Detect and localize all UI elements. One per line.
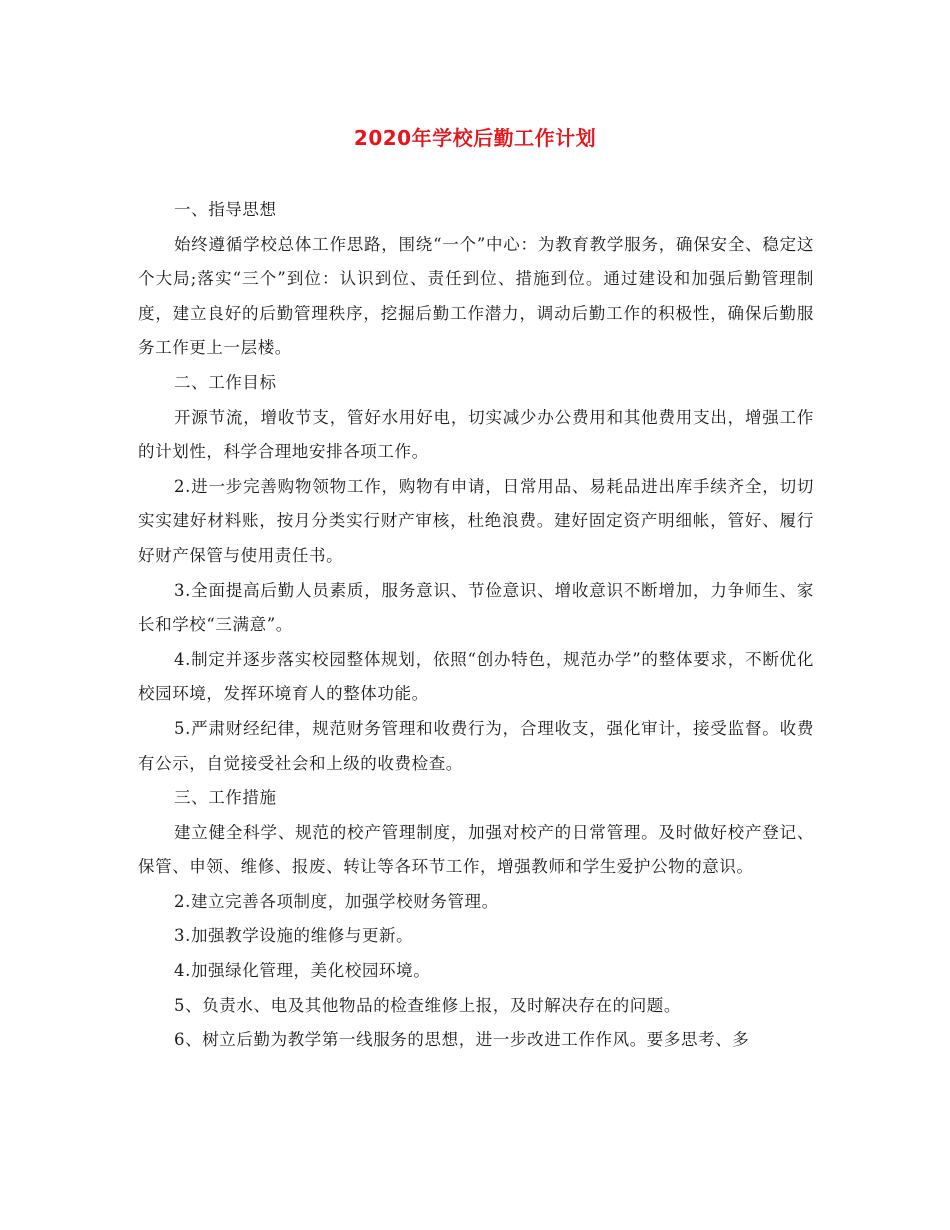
paragraph: 2.建立完善各项制度，加强学校财务管理。 <box>174 891 499 911</box>
paragraph: 5.严肃财经纪律，规范财务管理和收费行为，合理收支，强化审计，接受监督。收费有公示，自觉接受社会和上级的收费检查。 <box>138 718 814 773</box>
paragraph: 建立健全科学、规范的校产管理制度，加强对校产的日常管理。及时做好校产登记、保管、申领、维修、报废、转让等各环节工作，增强教师和学生爱护公物的意识。 <box>138 822 814 877</box>
paragraph: 4.加强绿化管理，美化校园环境。 <box>174 961 431 981</box>
paragraph: 2.进一步完善购物领物工作，购物有申请，日常用品、易耗品进出库手续齐全，切切实实建好材料账，按月分类实行财产审核，杜绝浪费。建好固定资产明细帐，管好、履行好财产保管与使用责任书。 <box>138 476 814 565</box>
document-body <box>138 193 814 1058</box>
section-heading-work-goals: 二、工作目标 <box>174 372 277 392</box>
document-title: 2020年学校后勤工作计划 <box>353 126 597 150</box>
paragraph: 3.全面提高后勤人员素质，服务意识、节俭意识、增收意识不断增加，力争师生、家长和学校“三满意”。 <box>138 580 814 635</box>
paragraph: 5、负责水、电及其他物品的检查维修上报，及时解决存在的问题。 <box>174 995 681 1015</box>
paragraph: 4.制定并逐步落实校园整体规划，依照“创办特色，规范办学”的整体要求，不断优化校园环境，发挥环境育人的整体功能。 <box>138 649 814 704</box>
section-heading-guiding-ideology: 一、指导思想 <box>174 200 277 219</box>
paragraph: 开源节流，增收节支，管好水用好电，切实减少办公费用和其他费用支出，增强工作的计划性，科学合理地安排各项工作。 <box>138 407 814 462</box>
paragraph: 6、树立后勤为教学第一线服务的思想，进一步改进工作作风。要多思考、多 <box>174 1030 750 1050</box>
section-heading-work-measures: 三、工作措施 <box>174 788 277 808</box>
paragraph: 始终遵循学校总体工作思路，围绕“一个”中心：为教育教学服务，确保安全、稳定这个大局;落实“三个”到位：认识到位、责任到位、措施到位。通过建设和加强后勤管理制度，建立良好的后勤管理秩序，挖掘后勤工作潜力，调动后勤工作的积极性，确保后勤服务工作更上一层楼。 <box>138 234 814 358</box>
paragraph: 3.加强教学设施的维修与更新。 <box>174 926 414 946</box>
